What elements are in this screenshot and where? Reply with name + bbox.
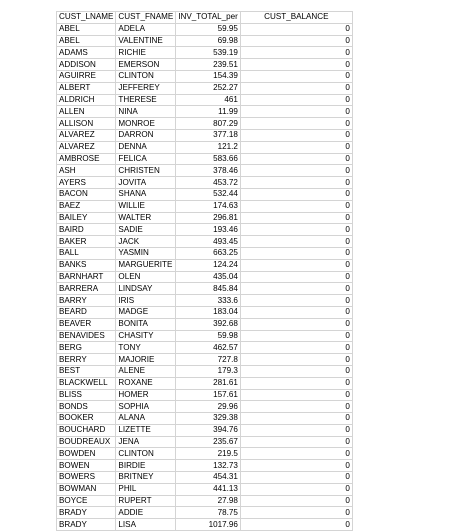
cell-inv-total[interactable]: 157.61 — [176, 389, 241, 401]
table-row — [57, 200, 353, 212]
cell-cust-fname[interactable]: BIRDIE — [116, 460, 176, 472]
cell-inv-total[interactable]: 441.13 — [176, 483, 241, 495]
spreadsheet-grid — [56, 11, 353, 531]
cell-inv-total[interactable]: 59.95 — [176, 23, 241, 35]
cell-cust-lname[interactable]: ASH — [57, 165, 116, 177]
cell-cust-lname[interactable]: BOUCHARD — [57, 424, 116, 436]
cell-inv-total[interactable]: 193.46 — [176, 224, 241, 236]
cell-cust-balance[interactable]: 0 — [240, 283, 352, 295]
table-row — [57, 106, 353, 118]
cell-cust-lname[interactable]: BARRERA — [57, 283, 116, 295]
cell-inv-total[interactable]: 235.67 — [176, 436, 241, 448]
cell-inv-total[interactable]: 392.68 — [176, 318, 241, 330]
cell-cust-lname[interactable]: ABEL — [57, 23, 116, 35]
cell-cust-fname[interactable]: LIZETTE — [116, 424, 176, 436]
cell-cust-lname[interactable]: ALVAREZ — [57, 129, 116, 141]
query-result-table — [56, 11, 353, 531]
cell-cust-lname[interactable]: BLACKWELL — [57, 377, 116, 389]
cell-cust-balance[interactable]: 0 — [240, 401, 352, 413]
table-row — [57, 377, 353, 389]
table-row — [57, 35, 353, 47]
cell-inv-total[interactable]: 663.25 — [176, 247, 241, 259]
table-row — [57, 224, 353, 236]
cell-cust-fname[interactable]: DARRON — [116, 129, 176, 141]
table-row — [57, 460, 353, 472]
cell-cust-lname[interactable]: ALDRICH — [57, 94, 116, 106]
cell-cust-lname[interactable]: BENAVIDES — [57, 330, 116, 342]
cell-cust-balance[interactable]: 0 — [240, 507, 352, 519]
cell-cust-fname[interactable]: LINDSAY — [116, 283, 176, 295]
cell-cust-fname[interactable]: HOMER — [116, 389, 176, 401]
table-row — [57, 129, 353, 141]
table-row — [57, 295, 353, 307]
cell-cust-balance[interactable]: 0 — [240, 106, 352, 118]
cell-inv-total[interactable]: 183.04 — [176, 306, 241, 318]
cell-cust-balance[interactable]: 0 — [240, 495, 352, 507]
cell-inv-total[interactable]: 462.57 — [176, 342, 241, 354]
cell-inv-total[interactable]: 154.39 — [176, 70, 241, 82]
column-header-cust-lname[interactable]: CUST_LNAME — [57, 12, 116, 24]
cell-cust-lname[interactable]: AYERS — [57, 177, 116, 189]
cell-cust-balance[interactable]: 0 — [240, 460, 352, 472]
table-row — [57, 495, 353, 507]
table-row — [57, 47, 353, 59]
cell-cust-fname[interactable]: WALTER — [116, 212, 176, 224]
cell-cust-balance[interactable]: 0 — [240, 306, 352, 318]
cell-cust-lname[interactable]: ADDISON — [57, 59, 116, 71]
column-header-inv-total-per[interactable]: INV_TOTAL_per — [176, 12, 241, 24]
cell-cust-lname[interactable]: BARNHART — [57, 271, 116, 283]
cell-cust-fname[interactable]: YASMIN — [116, 247, 176, 259]
cell-cust-fname[interactable]: ROXANE — [116, 377, 176, 389]
cell-cust-fname[interactable]: NINA — [116, 106, 176, 118]
cell-cust-fname[interactable]: JEFFEREY — [116, 82, 176, 94]
cell-cust-balance[interactable]: 0 — [240, 94, 352, 106]
cell-inv-total[interactable]: 454.31 — [176, 472, 241, 484]
cell-inv-total[interactable]: 59.98 — [176, 330, 241, 342]
cell-cust-balance[interactable]: 0 — [240, 247, 352, 259]
cell-cust-balance[interactable]: 0 — [240, 141, 352, 153]
table-row — [57, 283, 353, 295]
cell-cust-lname[interactable]: BANKS — [57, 259, 116, 271]
cell-cust-lname[interactable]: BERG — [57, 342, 116, 354]
cell-cust-balance[interactable]: 0 — [240, 448, 352, 460]
cell-cust-lname[interactable]: BOWDEN — [57, 448, 116, 460]
cell-cust-lname[interactable]: BLISS — [57, 389, 116, 401]
header-row — [57, 12, 353, 24]
cell-inv-total[interactable]: 727.8 — [176, 354, 241, 366]
cell-cust-balance[interactable]: 0 — [240, 259, 352, 271]
column-header-cust-fname[interactable]: CUST_FNAME — [116, 12, 176, 24]
cell-cust-balance[interactable]: 0 — [240, 200, 352, 212]
cell-inv-total[interactable]: 329.38 — [176, 413, 241, 425]
table-row — [57, 519, 353, 531]
cell-cust-lname[interactable]: BOWERS — [57, 472, 116, 484]
cell-cust-balance[interactable]: 0 — [240, 271, 352, 283]
cell-cust-balance[interactable]: 0 — [240, 212, 352, 224]
cell-cust-fname[interactable]: VALENTINE — [116, 35, 176, 47]
cell-cust-fname[interactable]: THERESE — [116, 94, 176, 106]
cell-cust-lname[interactable]: BOWEN — [57, 460, 116, 472]
cell-cust-fname[interactable]: ADDIE — [116, 507, 176, 519]
table-row — [57, 483, 353, 495]
table-row — [57, 342, 353, 354]
cell-inv-total[interactable]: 453.72 — [176, 177, 241, 189]
table-row — [57, 259, 353, 271]
cell-cust-fname[interactable]: WILLIE — [116, 200, 176, 212]
table-row — [57, 59, 353, 71]
cell-inv-total[interactable]: 27.98 — [176, 495, 241, 507]
cell-inv-total[interactable]: 377.18 — [176, 129, 241, 141]
cell-inv-total[interactable]: 539.19 — [176, 47, 241, 59]
cell-cust-lname[interactable]: ABEL — [57, 35, 116, 47]
table-row — [57, 23, 353, 35]
cell-cust-lname[interactable]: ALLEN — [57, 106, 116, 118]
cell-cust-balance[interactable]: 0 — [240, 35, 352, 47]
table-row — [57, 448, 353, 460]
cell-cust-lname[interactable]: AMBROSE — [57, 153, 116, 165]
cell-cust-fname[interactable]: PHIL — [116, 483, 176, 495]
cell-cust-balance[interactable]: 0 — [240, 318, 352, 330]
cell-inv-total[interactable]: 124.24 — [176, 259, 241, 271]
cell-cust-fname[interactable]: SHANA — [116, 188, 176, 200]
cell-cust-lname[interactable]: BONDS — [57, 401, 116, 413]
cell-cust-balance[interactable]: 0 — [240, 436, 352, 448]
cell-inv-total[interactable]: 378.46 — [176, 165, 241, 177]
cell-inv-total[interactable]: 281.61 — [176, 377, 241, 389]
table-row — [57, 507, 353, 519]
cell-cust-lname[interactable]: BAKER — [57, 236, 116, 248]
cell-inv-total[interactable]: 239.51 — [176, 59, 241, 71]
cell-cust-balance[interactable]: 0 — [240, 47, 352, 59]
cell-inv-total[interactable]: 219.5 — [176, 448, 241, 460]
table-row — [57, 153, 353, 165]
cell-cust-lname[interactable]: BEAVER — [57, 318, 116, 330]
cell-cust-fname[interactable]: CLINTON — [116, 448, 176, 460]
cell-cust-lname[interactable]: ALVAREZ — [57, 141, 116, 153]
cell-cust-lname[interactable]: BEST — [57, 365, 116, 377]
cell-cust-lname[interactable]: BOOKER — [57, 413, 116, 425]
cell-cust-fname[interactable]: BONITA — [116, 318, 176, 330]
table-row — [57, 413, 353, 425]
cell-inv-total[interactable]: 435.04 — [176, 271, 241, 283]
cell-cust-balance[interactable]: 0 — [240, 118, 352, 130]
cell-cust-fname[interactable]: ALANA — [116, 413, 176, 425]
cell-cust-balance[interactable]: 0 — [240, 59, 352, 71]
cell-cust-fname[interactable]: MARGUERITE — [116, 259, 176, 271]
cell-cust-fname[interactable]: MADGE — [116, 306, 176, 318]
cell-cust-balance[interactable]: 0 — [240, 389, 352, 401]
table-row — [57, 177, 353, 189]
cell-cust-fname[interactable]: EMERSON — [116, 59, 176, 71]
table-row — [57, 141, 353, 153]
cell-cust-lname[interactable]: BAEZ — [57, 200, 116, 212]
cell-cust-balance[interactable]: 0 — [240, 153, 352, 165]
cell-cust-fname[interactable]: SADIE — [116, 224, 176, 236]
table-row — [57, 212, 353, 224]
cell-cust-lname[interactable]: BACON — [57, 188, 116, 200]
cell-inv-total[interactable]: 532.44 — [176, 188, 241, 200]
cell-inv-total[interactable]: 807.29 — [176, 118, 241, 130]
cell-inv-total[interactable]: 333.6 — [176, 295, 241, 307]
cell-cust-fname[interactable]: JACK — [116, 236, 176, 248]
cell-inv-total[interactable]: 132.73 — [176, 460, 241, 472]
table-header — [57, 12, 353, 24]
cell-cust-lname[interactable]: BOWMAN — [57, 483, 116, 495]
table-row — [57, 365, 353, 377]
cell-inv-total[interactable]: 394.76 — [176, 424, 241, 436]
cell-cust-fname[interactable]: FELICA — [116, 153, 176, 165]
cell-cust-fname[interactable]: SOPHIA — [116, 401, 176, 413]
table-row — [57, 389, 353, 401]
cell-cust-balance[interactable]: 0 — [240, 330, 352, 342]
cell-cust-balance[interactable]: 0 — [240, 70, 352, 82]
table-row — [57, 70, 353, 82]
cell-cust-fname[interactable]: IRIS — [116, 295, 176, 307]
cell-cust-fname[interactable]: TONY — [116, 342, 176, 354]
cell-cust-fname[interactable]: JENA — [116, 436, 176, 448]
table-row — [57, 271, 353, 283]
table-row — [57, 236, 353, 248]
cell-cust-balance[interactable]: 0 — [240, 354, 352, 366]
cell-cust-lname[interactable]: ALLISON — [57, 118, 116, 130]
cell-cust-fname[interactable]: ALENE — [116, 365, 176, 377]
cell-cust-lname[interactable]: BERRY — [57, 354, 116, 366]
cell-cust-fname[interactable]: ADELA — [116, 23, 176, 35]
table-row — [57, 118, 353, 130]
cell-inv-total[interactable]: 252.27 — [176, 82, 241, 94]
cell-inv-total[interactable]: 1017.96 — [176, 519, 241, 531]
cell-cust-fname[interactable]: RICHIE — [116, 47, 176, 59]
table-row — [57, 165, 353, 177]
cell-cust-balance[interactable]: 0 — [240, 224, 352, 236]
table-row — [57, 424, 353, 436]
cell-inv-total[interactable]: 493.45 — [176, 236, 241, 248]
cell-inv-total[interactable]: 121.2 — [176, 141, 241, 153]
cell-cust-fname[interactable]: CHRISTEN — [116, 165, 176, 177]
cell-cust-fname[interactable]: OLEN — [116, 271, 176, 283]
cell-cust-balance[interactable]: 0 — [240, 129, 352, 141]
cell-inv-total[interactable]: 69.98 — [176, 35, 241, 47]
cell-inv-total[interactable]: 296.81 — [176, 212, 241, 224]
cell-cust-lname[interactable]: BARRY — [57, 295, 116, 307]
cell-cust-lname[interactable]: BRADY — [57, 519, 116, 531]
cell-cust-fname[interactable]: RUPERT — [116, 495, 176, 507]
cell-cust-balance[interactable]: 0 — [240, 519, 352, 531]
table-row — [57, 82, 353, 94]
cell-cust-lname[interactable]: BOUDREAUX — [57, 436, 116, 448]
cell-inv-total[interactable]: 179.3 — [176, 365, 241, 377]
cell-cust-lname[interactable]: BRADY — [57, 507, 116, 519]
cell-cust-balance[interactable]: 0 — [240, 165, 352, 177]
table-body — [57, 23, 353, 530]
cell-inv-total[interactable]: 845.84 — [176, 283, 241, 295]
cell-inv-total[interactable]: 78.75 — [176, 507, 241, 519]
cell-cust-lname[interactable]: BEARD — [57, 306, 116, 318]
cell-cust-lname[interactable]: AGUIRRE — [57, 70, 116, 82]
table-row — [57, 401, 353, 413]
cell-cust-fname[interactable]: MONROE — [116, 118, 176, 130]
cell-cust-balance[interactable]: 0 — [240, 377, 352, 389]
table-row — [57, 188, 353, 200]
cell-cust-balance[interactable]: 0 — [240, 413, 352, 425]
table-row — [57, 306, 353, 318]
cell-cust-lname[interactable]: BAILEY — [57, 212, 116, 224]
table-row — [57, 354, 353, 366]
column-header-cust-balance[interactable]: CUST_BALANCE — [240, 12, 352, 24]
table-row — [57, 247, 353, 259]
cell-cust-fname[interactable]: JOVITA — [116, 177, 176, 189]
cell-cust-lname[interactable]: BAIRD — [57, 224, 116, 236]
cell-cust-balance[interactable]: 0 — [240, 483, 352, 495]
table-row — [57, 330, 353, 342]
cell-cust-lname[interactable]: ADAMS — [57, 47, 116, 59]
cell-cust-fname[interactable]: MAJORIE — [116, 354, 176, 366]
table-row — [57, 318, 353, 330]
table-row — [57, 436, 353, 448]
cell-cust-balance[interactable]: 0 — [240, 177, 352, 189]
cell-cust-fname[interactable]: LISA — [116, 519, 176, 531]
table-row — [57, 94, 353, 106]
cell-cust-fname[interactable]: CLINTON — [116, 70, 176, 82]
cell-cust-balance[interactable]: 0 — [240, 188, 352, 200]
cell-inv-total[interactable]: 174.63 — [176, 200, 241, 212]
cell-inv-total[interactable]: 11.99 — [176, 106, 241, 118]
cell-cust-balance[interactable]: 0 — [240, 365, 352, 377]
cell-cust-lname[interactable]: ALBERT — [57, 82, 116, 94]
cell-cust-balance[interactable]: 0 — [240, 424, 352, 436]
cell-cust-balance[interactable]: 0 — [240, 82, 352, 94]
cell-cust-lname[interactable]: BALL — [57, 247, 116, 259]
cell-inv-total[interactable]: 29.96 — [176, 401, 241, 413]
cell-cust-balance[interactable]: 0 — [240, 23, 352, 35]
cell-inv-total[interactable]: 583.66 — [176, 153, 241, 165]
cell-cust-balance[interactable]: 0 — [240, 472, 352, 484]
cell-cust-fname[interactable]: DENNA — [116, 141, 176, 153]
cell-cust-fname[interactable]: CHASITY — [116, 330, 176, 342]
cell-cust-balance[interactable]: 0 — [240, 342, 352, 354]
cell-inv-total[interactable]: 461 — [176, 94, 241, 106]
cell-cust-fname[interactable]: BRITNEY — [116, 472, 176, 484]
table-row — [57, 472, 353, 484]
cell-cust-balance[interactable]: 0 — [240, 295, 352, 307]
cell-cust-balance[interactable]: 0 — [240, 236, 352, 248]
cell-cust-lname[interactable]: BOYCE — [57, 495, 116, 507]
